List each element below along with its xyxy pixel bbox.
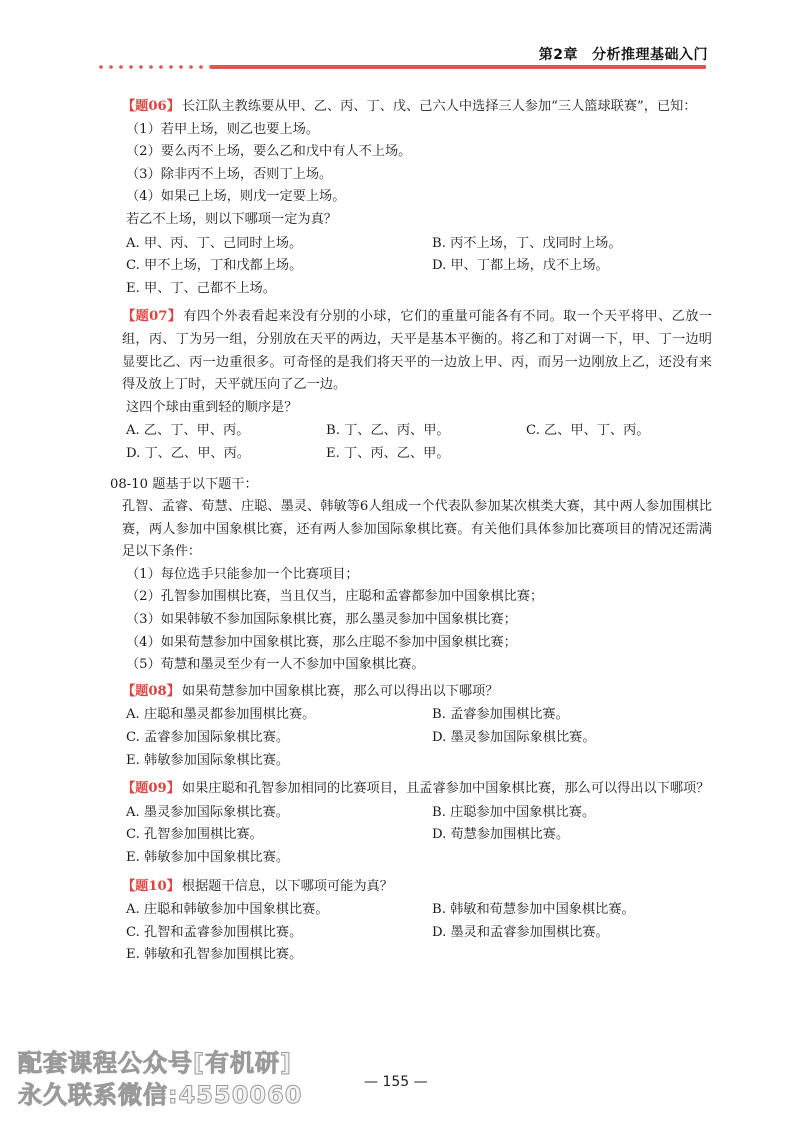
- option-c: C. 乙、甲、丁、丙。: [526, 423, 650, 439]
- question-06-tag: 【题06】: [122, 99, 180, 114]
- question-07-options: [122, 420, 712, 465]
- question-10-text: 根据题干信息，以下哪项可能为真？: [181, 878, 393, 894]
- question-08-options: [122, 704, 712, 772]
- question-10-tag: 【题10】: [122, 878, 180, 894]
- option-c: C. 孟睿参加国际象棋比赛。: [126, 730, 290, 746]
- option-d: D. 荀慧参加围棋比赛。: [432, 827, 570, 843]
- page-number: — 155 —: [364, 1074, 428, 1090]
- option-a: A. 甲、丙、丁、己同时上场。: [126, 235, 303, 251]
- question-09-tag: 【题09】: [122, 781, 180, 797]
- option-b: B. 孟睿参加围棋比赛。: [432, 707, 569, 723]
- option-b: B. 庄聪参加中国象棋比赛。: [432, 804, 596, 820]
- option-c: C. 甲不上场，丁和戊都上场。: [126, 258, 303, 274]
- question-06-options: [122, 233, 712, 301]
- option-c: C. 孔智参加围棋比赛。: [126, 827, 263, 843]
- question-06-condition-3: （3）除非丙不上场，否则丁上场。: [126, 166, 333, 182]
- page-content: [110, 96, 712, 973]
- intro-heading: 08-10 题基于以下题干：: [110, 476, 258, 492]
- option-e: E. 韩敏参加国际象棋比赛。: [126, 752, 290, 768]
- question-06-prompt: 若乙不上场，则以下哪项一定为真？: [126, 211, 337, 227]
- questions-08-10-intro: [110, 474, 712, 677]
- question-07: [122, 306, 712, 465]
- question-10: [122, 876, 712, 967]
- option-c: C. 孔智和孟睿参加围棋比赛。: [126, 924, 303, 940]
- question-09-stem: [122, 778, 712, 801]
- option-d: D. 墨灵和孟睿参加围棋比赛。: [432, 924, 609, 940]
- intro-condition-2: （2）孔智参加围棋比赛，当且仅当，庄聪和孟睿都参加中国象棋比赛；: [126, 589, 544, 605]
- watermark-line-2: 永久联系微信:4550060: [18, 1081, 303, 1109]
- option-b: B. 丙不上场，丁、戊同时上场。: [432, 235, 622, 251]
- intro-condition-5: （5）荀慧和墨灵至少有一人不参加中国象棋比赛。: [126, 657, 425, 673]
- chapter-number: 第2章: [538, 47, 578, 63]
- question-09: [122, 778, 712, 869]
- intro-condition-1: （1）每位选手只能参加一个比赛项目；: [126, 566, 359, 582]
- option-e: E. 丁、丙、乙、甲。: [326, 445, 450, 461]
- question-07-prompt: 这四个球由重到轻的顺序是？: [126, 399, 298, 415]
- option-a: A. 乙、丁、甲、丙。: [126, 423, 250, 439]
- question-06-text: 长江队主教练要从甲、乙、丙、丁、戊、己六人中选择三人参加“三人篮球联赛”，已知：: [181, 99, 697, 114]
- question-08: [122, 681, 712, 772]
- question-09-options: [122, 802, 712, 870]
- question-06: [122, 96, 712, 300]
- question-08-stem: [122, 681, 712, 704]
- option-a: A. 庄聪和韩敏参加中国象棋比赛。: [126, 902, 329, 918]
- question-06-condition-1: （1）若甲上场，则乙也要上场。: [126, 121, 320, 137]
- option-d: D. 丁、乙、甲、丙。: [126, 445, 250, 461]
- chapter-title: 分析推理基础入门: [592, 47, 708, 63]
- question-06-stem: [122, 96, 712, 119]
- option-e: E. 韩敏参加中国象棋比赛。: [126, 850, 290, 865]
- option-d: D. 墨灵参加国际象棋比赛。: [432, 730, 596, 746]
- question-08-tag: 【题08】: [122, 683, 180, 699]
- intro-text: 孔智、孟睿、荀慧、庄聪、墨灵、韩敏等6人组成一个代表队参加某次棋类大赛，其中两人参加围棋比赛，两人参加中国象棋比赛，还有两人参加国际象棋比赛。有关他们具体参加比赛项目的情况还需满足以下条件：: [122, 499, 712, 560]
- question-06-condition-4: （4）如果己上场，则戊一定要上场。: [126, 189, 346, 205]
- intro-condition-4: （4）如果荀慧参加中国象棋比赛，那么庄聪不参加中国象棋比赛；: [126, 634, 517, 650]
- header-dots-decoration: [96, 64, 216, 70]
- header-rule: [210, 65, 706, 69]
- question-07-tag: 【题07】: [122, 309, 182, 325]
- watermark-line-1: 配套课程公众号[有机研]: [18, 1049, 292, 1077]
- option-b: B. 韩敏和荀慧参加中国象棋比赛。: [432, 902, 635, 918]
- intro-condition-3: （3）如果韩敏不参加国际象棋比赛，那么墨灵参加中国象棋比赛；: [126, 612, 517, 628]
- option-d: D. 甲、丁都上场，戊不上场。: [432, 258, 609, 274]
- question-09-text: 如果庄聪和孔智参加相同的比赛项目，且孟睿参加中国象棋比赛，那么可以得出以下哪项？: [181, 781, 710, 797]
- page-header: [0, 0, 800, 80]
- option-b: B. 丁、乙、丙、甲。: [326, 423, 450, 439]
- question-06-condition-2: （2）要么丙不上场，要么乙和戊中有人不上场。: [126, 144, 412, 160]
- question-10-options: [122, 899, 712, 967]
- chapter-heading: [539, 44, 708, 64]
- question-08-text: 如果荀慧参加中国象棋比赛，那么可以得出以下哪项？: [181, 683, 499, 699]
- option-a: A. 墨灵参加国际象棋比赛。: [126, 804, 289, 820]
- question-07-stem: [122, 306, 712, 396]
- option-e: E. 韩敏和孔智参加围棋比赛。: [126, 947, 303, 963]
- option-e: E. 甲、丁、己都不上场。: [126, 280, 276, 296]
- question-10-stem: [122, 876, 712, 899]
- option-a: A. 庄聪和墨灵都参加围棋比赛。: [126, 707, 316, 723]
- question-07-text: 有四个外表看起来没有分别的小球，它们的重量可能各有不同。取一个天平将甲、乙放一组，丙、丁为另一组，分别放在天平的两边，天平是基本平衡的。将乙和丁对调一下，甲、丁一边明显要比乙、丙一边重很多。可奇怪的是我们将天平的一边放上甲、丙，而另一边刚放上乙，还没有来得及放上丁时，天平就压向了乙一边。: [122, 309, 712, 393]
